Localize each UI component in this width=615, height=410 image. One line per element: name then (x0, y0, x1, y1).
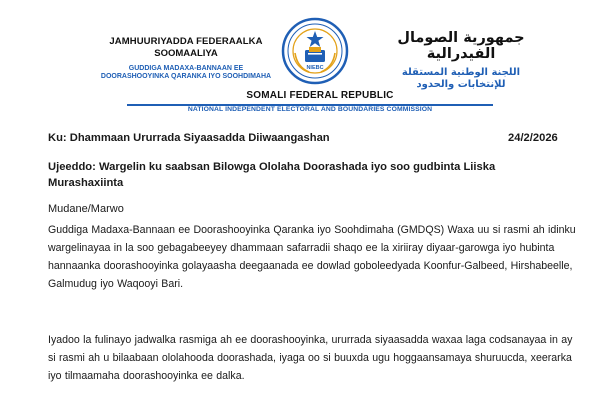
letter-subject: Ujeeddo: Wargelin ku saabsan Bilowga Ololaha Doorashada iyo soo gudbinta Liiska Murashaxiinta (48, 161, 496, 189)
header-somali-line2: SOOMAALIYA (154, 48, 218, 59)
header-right-block (376, 30, 546, 90)
header-somali-line1: JAMHUURIYADDA FEDERAALKA (109, 36, 263, 47)
commission-logo-icon (281, 17, 349, 85)
header-arabic-line3: للإنتخابات والحدود (416, 79, 506, 90)
letter-paragraph-1: Guddiga Madaxa-Bannaan ee Doorashooyinka Qaranka iyo Soohdimaha (GMDQS) Waxa uu si rasmi ah idinku wargelinayaa in la soo gebagabeeyey dhammaan safarradii shaqo ee la xiriiray diyaar-garowga iyo hubinta hannaanka doorashooyinka golayaasha deegaanada ee dowlad goboleedyada Koonfur-Galbeed, Hirshabeelle, Galmudug iyo Waqooyi Bari. (48, 224, 576, 290)
header-arabic-line1: جمهورية الصومال الفيدرالية (397, 30, 525, 62)
header-commission-somali-line1: GUDDIGA MADAXA-BANNAAN EE (128, 65, 244, 72)
header-commission-somali-line2: DOORASHOOYINKA QARANKA IYO SOOHDIMAHA (100, 73, 272, 80)
header-arabic-line2: اللجنة الوطنية المستقلة (401, 67, 521, 78)
letter-recipient: Ku: Dhammaan Ururrada Siyaasadda Diiwaangashan (48, 132, 330, 144)
commission-name: NATIONAL INDEPENDENT ELECTORAL AND BOUNDARIES COMMISSION (187, 106, 433, 113)
header-left-block (86, 36, 286, 80)
republic-title: SOMALI FEDERAL REPUBLIC (246, 90, 394, 101)
logo-text: NIEBC (306, 65, 324, 71)
letter-date: 24/2/2026 (508, 132, 558, 144)
letter-paragraph-2: Iyadoo la fulinayo jadwalka rasmiga ah ee doorashooyinka, ururrada siyaasadda waxaa laga codsanayaa in ay si rasmi ah u bilaabaan ololahooda doorashada, iyaga oo si buuxda ugu hoggaansamaya shuruucda, xeerarka iyo tilmaamaha doorashooyinka ee dalka. (48, 334, 573, 382)
letter-salutation: Mudane/Marwo (48, 203, 124, 215)
